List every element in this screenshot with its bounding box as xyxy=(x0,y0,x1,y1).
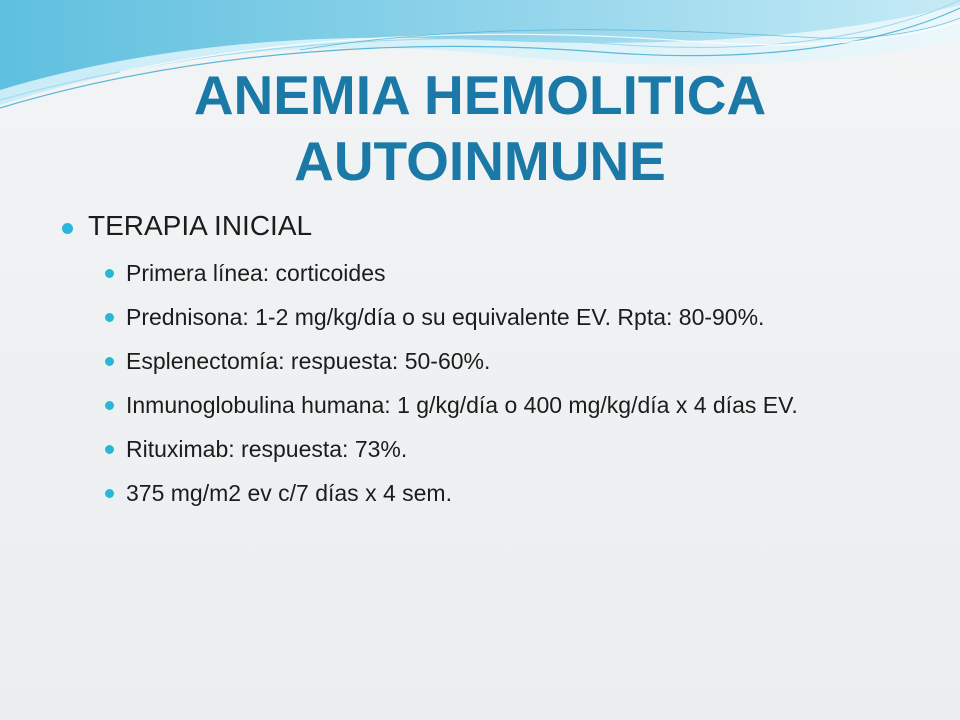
bullet-icon xyxy=(105,357,114,366)
list-item-text: Inmunoglobulina humana: 1 g/kg/día o 400 mg/kg/día x 4 días EV. xyxy=(126,392,798,418)
bullet-icon xyxy=(105,313,114,322)
list-item xyxy=(126,345,899,378)
slide-title-line-1: ANEMIA HEMOLITICA xyxy=(193,64,767,126)
list-item-text: Esplenectomía: respuesta: 50-60%. xyxy=(126,348,491,374)
bullet-icon xyxy=(105,269,114,278)
list-item-text: 375 mg/m2 ev c/7 días x 4 sem. xyxy=(126,480,452,506)
list-item xyxy=(126,301,899,334)
section-heading-text: TERAPIA INICIAL xyxy=(88,210,313,241)
bullet-list xyxy=(126,257,899,521)
list-item-text: Primera línea: corticoides xyxy=(126,260,386,286)
bullet-icon xyxy=(105,445,114,454)
section-heading xyxy=(88,210,312,242)
bullet-icon xyxy=(62,223,73,234)
bullet-icon xyxy=(105,401,114,410)
slide-title xyxy=(80,62,880,194)
list-item xyxy=(126,433,899,466)
list-item xyxy=(126,389,899,422)
list-item xyxy=(126,477,899,510)
list-item-text: Rituximab: respuesta: 73%. xyxy=(126,436,408,462)
slide-title-line-2: AUTOINMUNE xyxy=(294,130,666,192)
bullet-icon xyxy=(105,489,114,498)
list-item-text: Prednisona: 1-2 mg/kg/día o su equivalente EV. Rpta: 80-90%. xyxy=(126,304,765,330)
list-item xyxy=(126,257,899,290)
